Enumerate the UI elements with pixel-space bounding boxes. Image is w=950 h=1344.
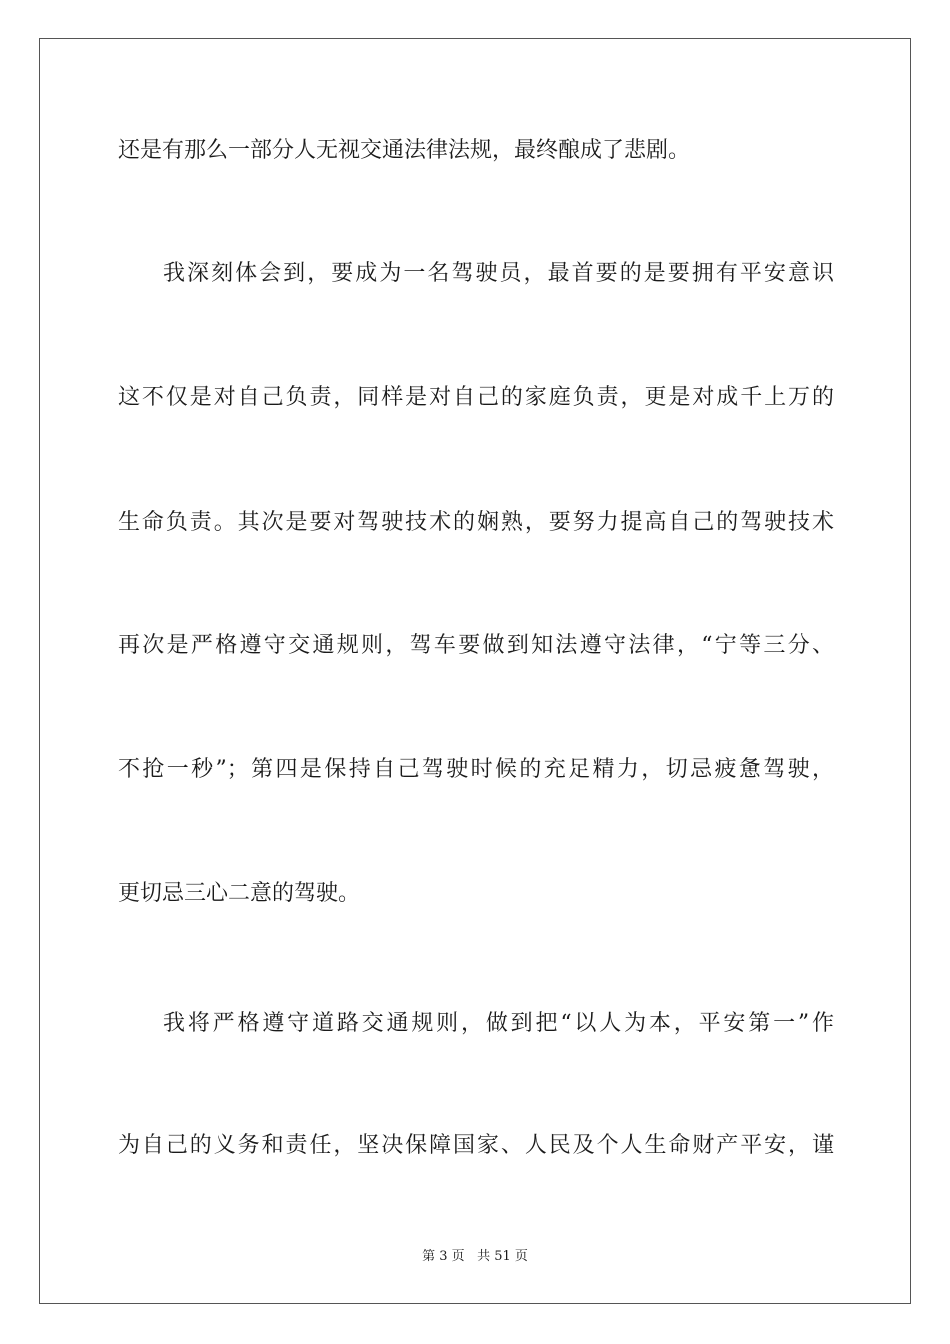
text-line-6: 不抢一秒”；第四是保持自己驾驶时候的充足精力，切忌疲惫驾驶， [118,757,834,782]
text-line-9: 为自己的义务和责任，坚决保障国家、人民及个人生命财产平安，谨 [118,1133,834,1158]
text-line-1: 还是有那么一部分人无视交通法律法规，最终酿成了悲剧。 [118,138,691,163]
page-number: 第 3 页 [422,1249,465,1264]
text-line-5: 再次是严格遵守交通规则，驾车要做到知法遵守法律，“宁等三分、 [118,633,834,658]
text-line-7: 更切忌三心二意的驾驶。 [118,881,361,906]
text-line-3: 这不仅是对自己负责，同样是对自己的家庭负责，更是对成千上万的 [118,385,834,410]
paragraph-start-line-2: 我将严格遵守道路交通规则，做到把“以人为本，平安第一”作 [163,1011,834,1036]
page-footer [0,1248,950,1266]
paragraph-start-line: 我深刻体会到，要成为一名驾驶员，最首要的是要拥有平安意识 [163,261,834,286]
page-border [39,38,911,1304]
text-line-4: 生命负责。其次是要对驾驶技术的娴熟，要努力提高自己的驾驶技术 [118,510,834,535]
total-pages: 共 51 页 [477,1249,528,1264]
